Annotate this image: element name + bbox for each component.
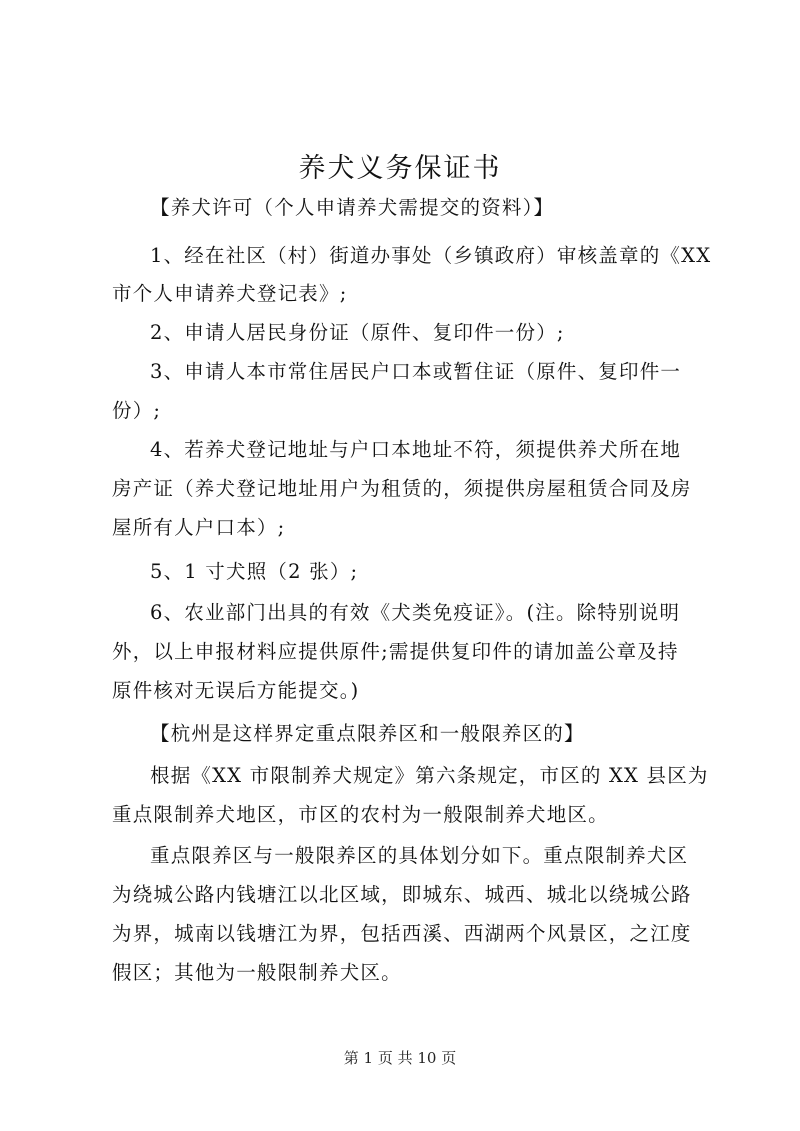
paragraph-line: 重点限养区与一般限养区的具体划分如下。重点限制养犬区 <box>150 844 689 867</box>
paragraph-line: 1、经在社区（村）街道办事处（乡镇政府）审核盖章的《XX <box>150 244 712 267</box>
page-number-footer: 第 1 页 共 10 页 <box>343 1049 457 1067</box>
paragraph-line: 6、农业部门出具的有效《犬类免疫证》。(注。除特别说明 <box>150 601 681 624</box>
paragraph-line: 份）; <box>112 399 162 422</box>
paragraph-line: 房产证（养犬登记地址用户为租赁的，须提供房屋租赁合同及房 <box>112 477 692 500</box>
section-heading-license: 【养犬许可（个人申请养犬需提交的资料）】 <box>150 196 555 219</box>
paragraph-line: 重点限制养犬地区，市区的农村为一般限制养犬地区。 <box>112 803 609 826</box>
paragraph-line: 根据《XX 市限制养犬规定》第六条规定，市区的 XX 县区为 <box>150 764 709 787</box>
paragraph-line: 5、1 寸犬照（2 张）; <box>150 560 359 583</box>
paragraph-line: 3、申请人本市常住居民户口本或暂住证（原件、复印件一 <box>150 360 682 383</box>
paragraph-line: 屋所有人户口本）; <box>112 516 286 539</box>
paragraph-line: 为界，城南以钱塘江为界，包括西溪、西湖两个风景区，之江度 <box>112 922 692 945</box>
paragraph-line: 外，以上申报材料应提供原件;需提供复印件的请加盖公章及持 <box>112 640 679 663</box>
paragraph-line: 假区；其他为一般限制养犬区。 <box>112 961 402 984</box>
paragraph-line: 2、申请人居民身份证（原件、复印件一份）; <box>150 321 565 344</box>
paragraph-line: 为绕城公路内钱塘江以北区域，即城东、城西、城北以绕城公路 <box>112 883 692 906</box>
section-heading-hangzhou: 【杭州是这样界定重点限养区和一般限养区的】 <box>150 722 585 745</box>
paragraph-line: 4、若养犬登记地址与户口本地址不符，须提供养犬所在地 <box>150 438 682 461</box>
paragraph-line: 市个人申请养犬登记表》; <box>112 282 348 305</box>
document-title: 养犬义务保证书 <box>298 153 502 184</box>
paragraph-line: 原件核对无误后方能提交。) <box>112 679 360 702</box>
